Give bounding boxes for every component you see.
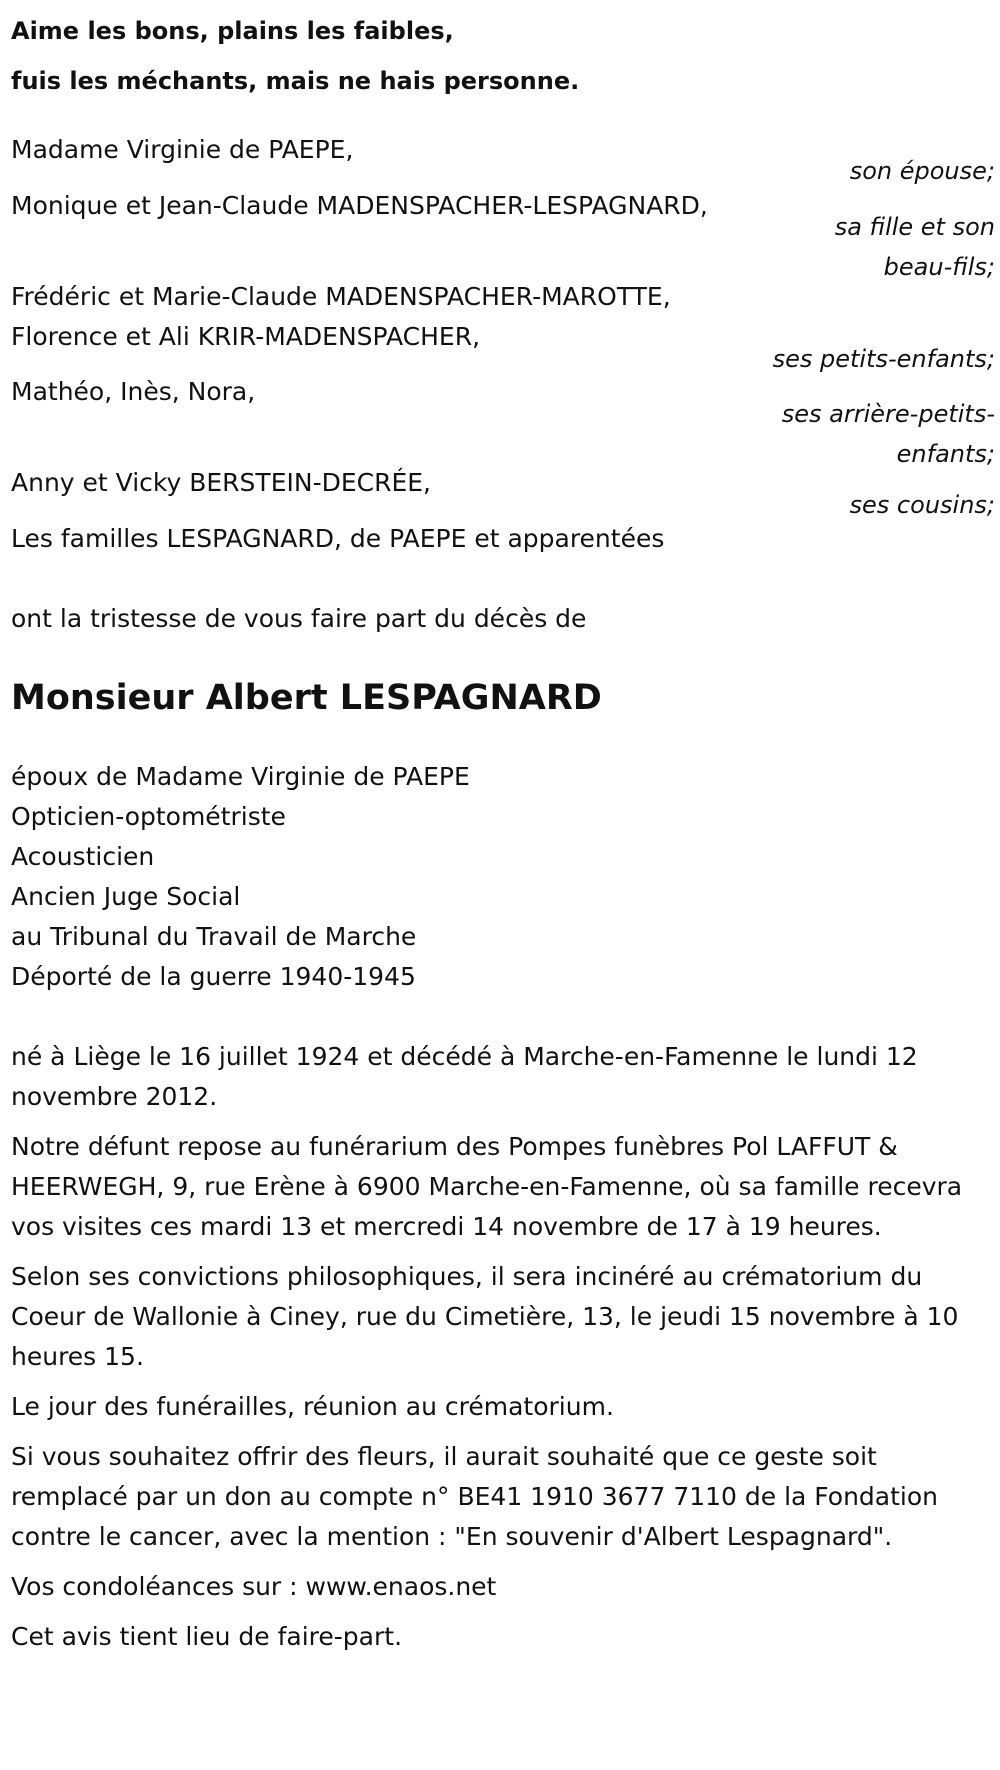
daughter-names: Monique et Jean-Claude MADENSPACHER-LESPAGNARD, — [11, 191, 708, 220]
family-row-daughter — [11, 186, 995, 281]
grandchildren-line-2: Florence et Ali KRIR-MADENSPACHER, — [11, 322, 481, 351]
title-line: Opticien-optométriste — [11, 802, 286, 831]
epigraph-line-2: fuis les méchants, mais ne hais personne. — [11, 67, 580, 95]
daughter-role-line-1: sa fille et son — [834, 213, 995, 241]
family-row-spouse — [11, 130, 995, 185]
notice-paragraph: Cet avis tient lieu de faire-part. — [11, 1622, 403, 1651]
family-row-grandchildren — [11, 277, 995, 373]
epigraph — [11, 6, 995, 106]
funerarium-paragraph: Notre défunt repose au funérarium des Pompes funèbres Pol LAFFUT & HEERWEGH, 9, rue Erène à 6900 Marche-en-Famenne, où sa famille recevra vos visites ces mardi 13 et mercredi 14 novembre de 17 à 19 heures. — [11, 1132, 963, 1241]
deceased-titles — [11, 757, 995, 997]
funeral-details — [11, 1037, 995, 1657]
grandchildren-line-1: Frédéric et Marie-Claude MADENSPACHER-MAROTTE, — [11, 282, 671, 311]
title-line: Ancien Juge Social — [11, 882, 241, 911]
family-list — [11, 130, 995, 559]
title-line: Acousticien — [11, 842, 155, 871]
families-names: Les familles LESPAGNARD, de PAEPE et apparentées — [11, 524, 665, 553]
donation-paragraph: Si vous souhaitez offrir des fleurs, il aurait souhaité que ce geste soit remplacé par un don au compte n° BE41 1910 3677 7110 de la Fondation contre le cancer, avec la mention : "En souvenir d'Albert Lespagnard". — [11, 1442, 939, 1551]
great-grandchildren-role-line-2: enfants; — [896, 440, 995, 468]
family-row-great-grandchildren — [11, 372, 995, 468]
family-row-relatives — [11, 519, 995, 559]
title-line: au Tribunal du Travail de Marche — [11, 922, 417, 951]
meeting-paragraph: Le jour des funérailles, réunion au crématorium. — [11, 1392, 614, 1421]
grandchildren-role: ses petits-enfants; — [772, 345, 995, 373]
spouse-role: son épouse; — [849, 157, 995, 185]
daughter-role-line-2: beau-fils; — [883, 253, 995, 281]
title-line: Déporté de la guerre 1940-1945 — [11, 962, 416, 991]
cousins-role: ses cousins; — [849, 491, 995, 519]
title-line: époux de Madame Virginie de PAEPE — [11, 762, 470, 791]
epigraph-line-1: Aime les bons, plains les faibles, — [11, 17, 454, 45]
cremation-paragraph: Selon ses convictions philosophiques, il sera incinéré au crématorium du Coeur de Wallonie à Ciney, rue du Cimetière, 13, le jeudi 15 novembre à 10 heures 15. — [11, 1262, 959, 1371]
deceased-name: Monsieur Albert LESPAGNARD — [11, 678, 602, 718]
announcement-text: ont la tristesse de vous faire part du décès de — [11, 604, 587, 633]
great-grandchildren-names: Mathéo, Inès, Nora, — [11, 377, 256, 406]
birth-death-paragraph: né à Liège le 16 juillet 1924 et décédé à Marche-en-Famenne le lundi 12 novembre 2012. — [11, 1042, 918, 1111]
condolences-paragraph: Vos condoléances sur : www.enaos.net — [11, 1572, 497, 1601]
cousins-names: Anny et Vicky BERSTEIN-DECRÉE, — [11, 468, 431, 497]
obituary-notice — [11, 6, 995, 1667]
spouse-name: Madame Virginie de PAEPE, — [11, 135, 354, 164]
family-row-cousins — [11, 463, 995, 519]
great-grandchildren-role-line-1: ses arrière-petits- — [781, 400, 995, 428]
